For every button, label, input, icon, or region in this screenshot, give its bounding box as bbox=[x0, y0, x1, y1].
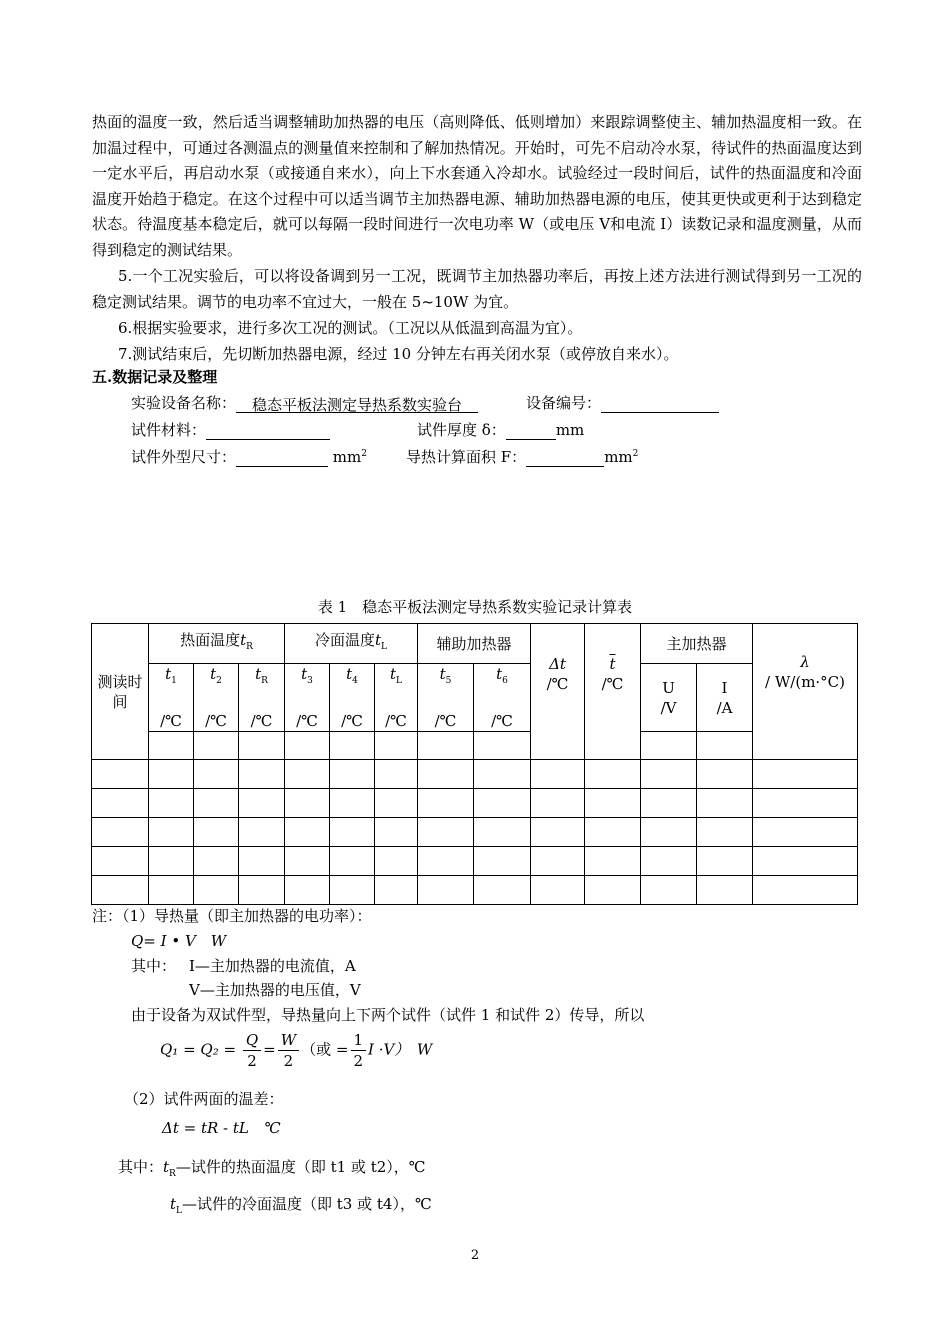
table-caption: 表 1 稳态平板法测定导热系数实验记录计算表 bbox=[317, 598, 633, 616]
paragraph-procedure: 热面的温度一致，然后适当调整辅助加热器的电压（高则降低、低则增加）来跟踪调整使主、辅加热温度相一致。在加温过程中，可通过各测温点的测量值来控制和了解加热情况。开始时，可先不启动冷水泵，待试件的热面温度达到一定水平后，再启动水泵（或接通自来水），向上下水套通入冷却水。试验经过一段时间后，试件的热面温度和冷面温度开始趋于稳定。在这个过程中可以适当调节主加热器电源、辅助加热器电源的电压，使其更快或更利于达到稳定状态。待温度基本稳定后，就可以每隔一段时间进行一次电功率 W（或电压 V和电流 I）读数记录和温度测量，从而得到稳定的测试结果。 bbox=[92, 113, 862, 259]
material-blank[interactable] bbox=[206, 421, 330, 440]
header-t3: $t_3$ /℃ bbox=[285, 664, 330, 732]
where-label: 其中： bbox=[131, 957, 177, 975]
table-cell[interactable] bbox=[330, 732, 375, 760]
header-t1: $t_1$ /℃ bbox=[149, 664, 194, 732]
header-tr: $t_R$ /℃ bbox=[239, 664, 285, 732]
table-cell[interactable] bbox=[239, 732, 285, 760]
table-cell[interactable] bbox=[194, 732, 239, 760]
paragraph-step-5: 5.一个工况实验后，可以将设备调到另一工况，既调节主加热器功率后，再按上述方法进行测试得到另一工况的稳定测试结果。调节的电功率不宜过大，一般在 5~10W 为宜。 bbox=[92, 267, 862, 311]
note-1: 注：（1）导热量（即主加热器的电功率）： bbox=[92, 907, 372, 925]
header-aux-heater: 辅助加热器 bbox=[418, 624, 531, 664]
delta-t-formula: Δt = tR - tL ℃ bbox=[162, 1119, 281, 1137]
tl-definition: —试件的冷面温度（即 t3 或 t4），℃ bbox=[182, 1195, 432, 1213]
table-cell[interactable] bbox=[285, 732, 330, 760]
area-unit: mm bbox=[604, 448, 633, 466]
size-blank[interactable] bbox=[236, 448, 328, 467]
device-no-row bbox=[526, 392, 719, 413]
header-i: I /A bbox=[697, 664, 753, 732]
area-row: 导热计算面积 F： $mm^2$ bbox=[406, 448, 639, 466]
header-time: 测读时间 bbox=[92, 624, 149, 760]
header-lambda: λ / W/(m·°C) bbox=[753, 624, 858, 760]
header-tl: $t_L$ /℃ bbox=[375, 664, 418, 732]
table-cell[interactable] bbox=[418, 732, 474, 760]
paragraph-step-7: 7.测试结束后，先切断加热器电源，经过 10 分钟左右再关闭水泵（或停放自来水）。 bbox=[118, 345, 679, 363]
table-row bbox=[92, 847, 858, 876]
i-definition: I—主加热器的电流值，A bbox=[189, 957, 356, 975]
size-label: 试件外型尺寸： bbox=[131, 448, 237, 466]
header-delta-t: Δt /℃ bbox=[531, 624, 585, 760]
thickness-blank[interactable] bbox=[506, 421, 556, 440]
device-name-value: 稳态平板法测定导热系数实验台 bbox=[236, 394, 478, 413]
header-t6: $t_6$ /℃ bbox=[474, 664, 531, 732]
tr-definition: —试件的热面温度（即 t1 或 t2），℃ bbox=[175, 1158, 426, 1176]
material-row bbox=[131, 419, 330, 440]
double-specimen-text: 由于设备为双试件型，导热量向上下两个试件（试件 1 和试件 2）传导，所以 bbox=[131, 1006, 645, 1024]
table-cell[interactable] bbox=[641, 732, 697, 760]
area-blank[interactable] bbox=[526, 448, 604, 467]
note-2: （2）试件两面的温差： bbox=[124, 1090, 284, 1108]
header-cold-face: 冷面温度$t_L$ bbox=[285, 624, 418, 664]
fraction-w: $\frac{W}{2}$ bbox=[278, 1030, 299, 1071]
header-t4: $t_4$ /℃ bbox=[330, 664, 375, 732]
thickness-unit: mm bbox=[555, 421, 585, 439]
size-row: 试件外型尺寸： $mm^2$ bbox=[131, 448, 367, 466]
paragraph-step-6: 6.根据实验要求，进行多次工况的测试。（工况以从低温到高温为宜）。 bbox=[118, 319, 583, 337]
device-no-blank[interactable] bbox=[601, 394, 719, 413]
size-unit: mm bbox=[332, 448, 362, 466]
material-label: 试件材料： bbox=[131, 421, 207, 439]
device-no-label: 设备编号： bbox=[526, 394, 602, 412]
header-hot-face: 热面温度$t_R$ bbox=[149, 624, 285, 664]
page-number: 2 bbox=[470, 1248, 480, 1263]
where-label-2: 其中：$t_R—$试件的热面温度（即 t1 或 t2），℃ bbox=[118, 1158, 426, 1179]
area-label: 导热计算面积 F： bbox=[406, 448, 527, 466]
table-row bbox=[92, 818, 858, 847]
header-t5: $t_5$ /℃ bbox=[418, 664, 474, 732]
thickness-row bbox=[417, 419, 584, 440]
v-definition: V—主加热器的电压值，V bbox=[189, 981, 361, 999]
device-name-label: 实验设备名称： bbox=[131, 394, 237, 412]
table-cell[interactable] bbox=[375, 732, 418, 760]
thickness-label: 试件厚度 δ： bbox=[417, 421, 506, 439]
header-t2: $t_2$ /℃ bbox=[194, 664, 239, 732]
table-row bbox=[92, 789, 858, 818]
q-split-formula: Q₁ = Q₂ = $\frac{Q}{2}$ = $\frac{W}{2}$ （或 = $\frac{1}{2}$ I ·V） W bbox=[160, 1031, 433, 1070]
table-cell[interactable] bbox=[149, 732, 194, 760]
table-cell[interactable] bbox=[474, 732, 531, 760]
q-formula: Q= I • V W bbox=[131, 932, 227, 950]
section-heading: 五.数据记录及整理 bbox=[92, 368, 218, 386]
table-row bbox=[92, 876, 858, 905]
fraction-q: $\frac{Q}{2}$ bbox=[243, 1030, 261, 1071]
header-t-bar: $\overline{t}$ /℃ bbox=[585, 624, 641, 760]
header-main-heater: 主加热器 bbox=[641, 624, 753, 664]
tl-definition-row: $t_L—$试件的冷面温度（即 t3 或 t4），℃ bbox=[170, 1195, 432, 1216]
table-cell[interactable] bbox=[697, 732, 753, 760]
record-table bbox=[91, 623, 858, 905]
header-u: U /V bbox=[641, 664, 697, 732]
table-row bbox=[92, 760, 858, 789]
device-name-row bbox=[131, 392, 478, 413]
fraction-half: $\frac{1}{2}$ bbox=[351, 1030, 367, 1071]
